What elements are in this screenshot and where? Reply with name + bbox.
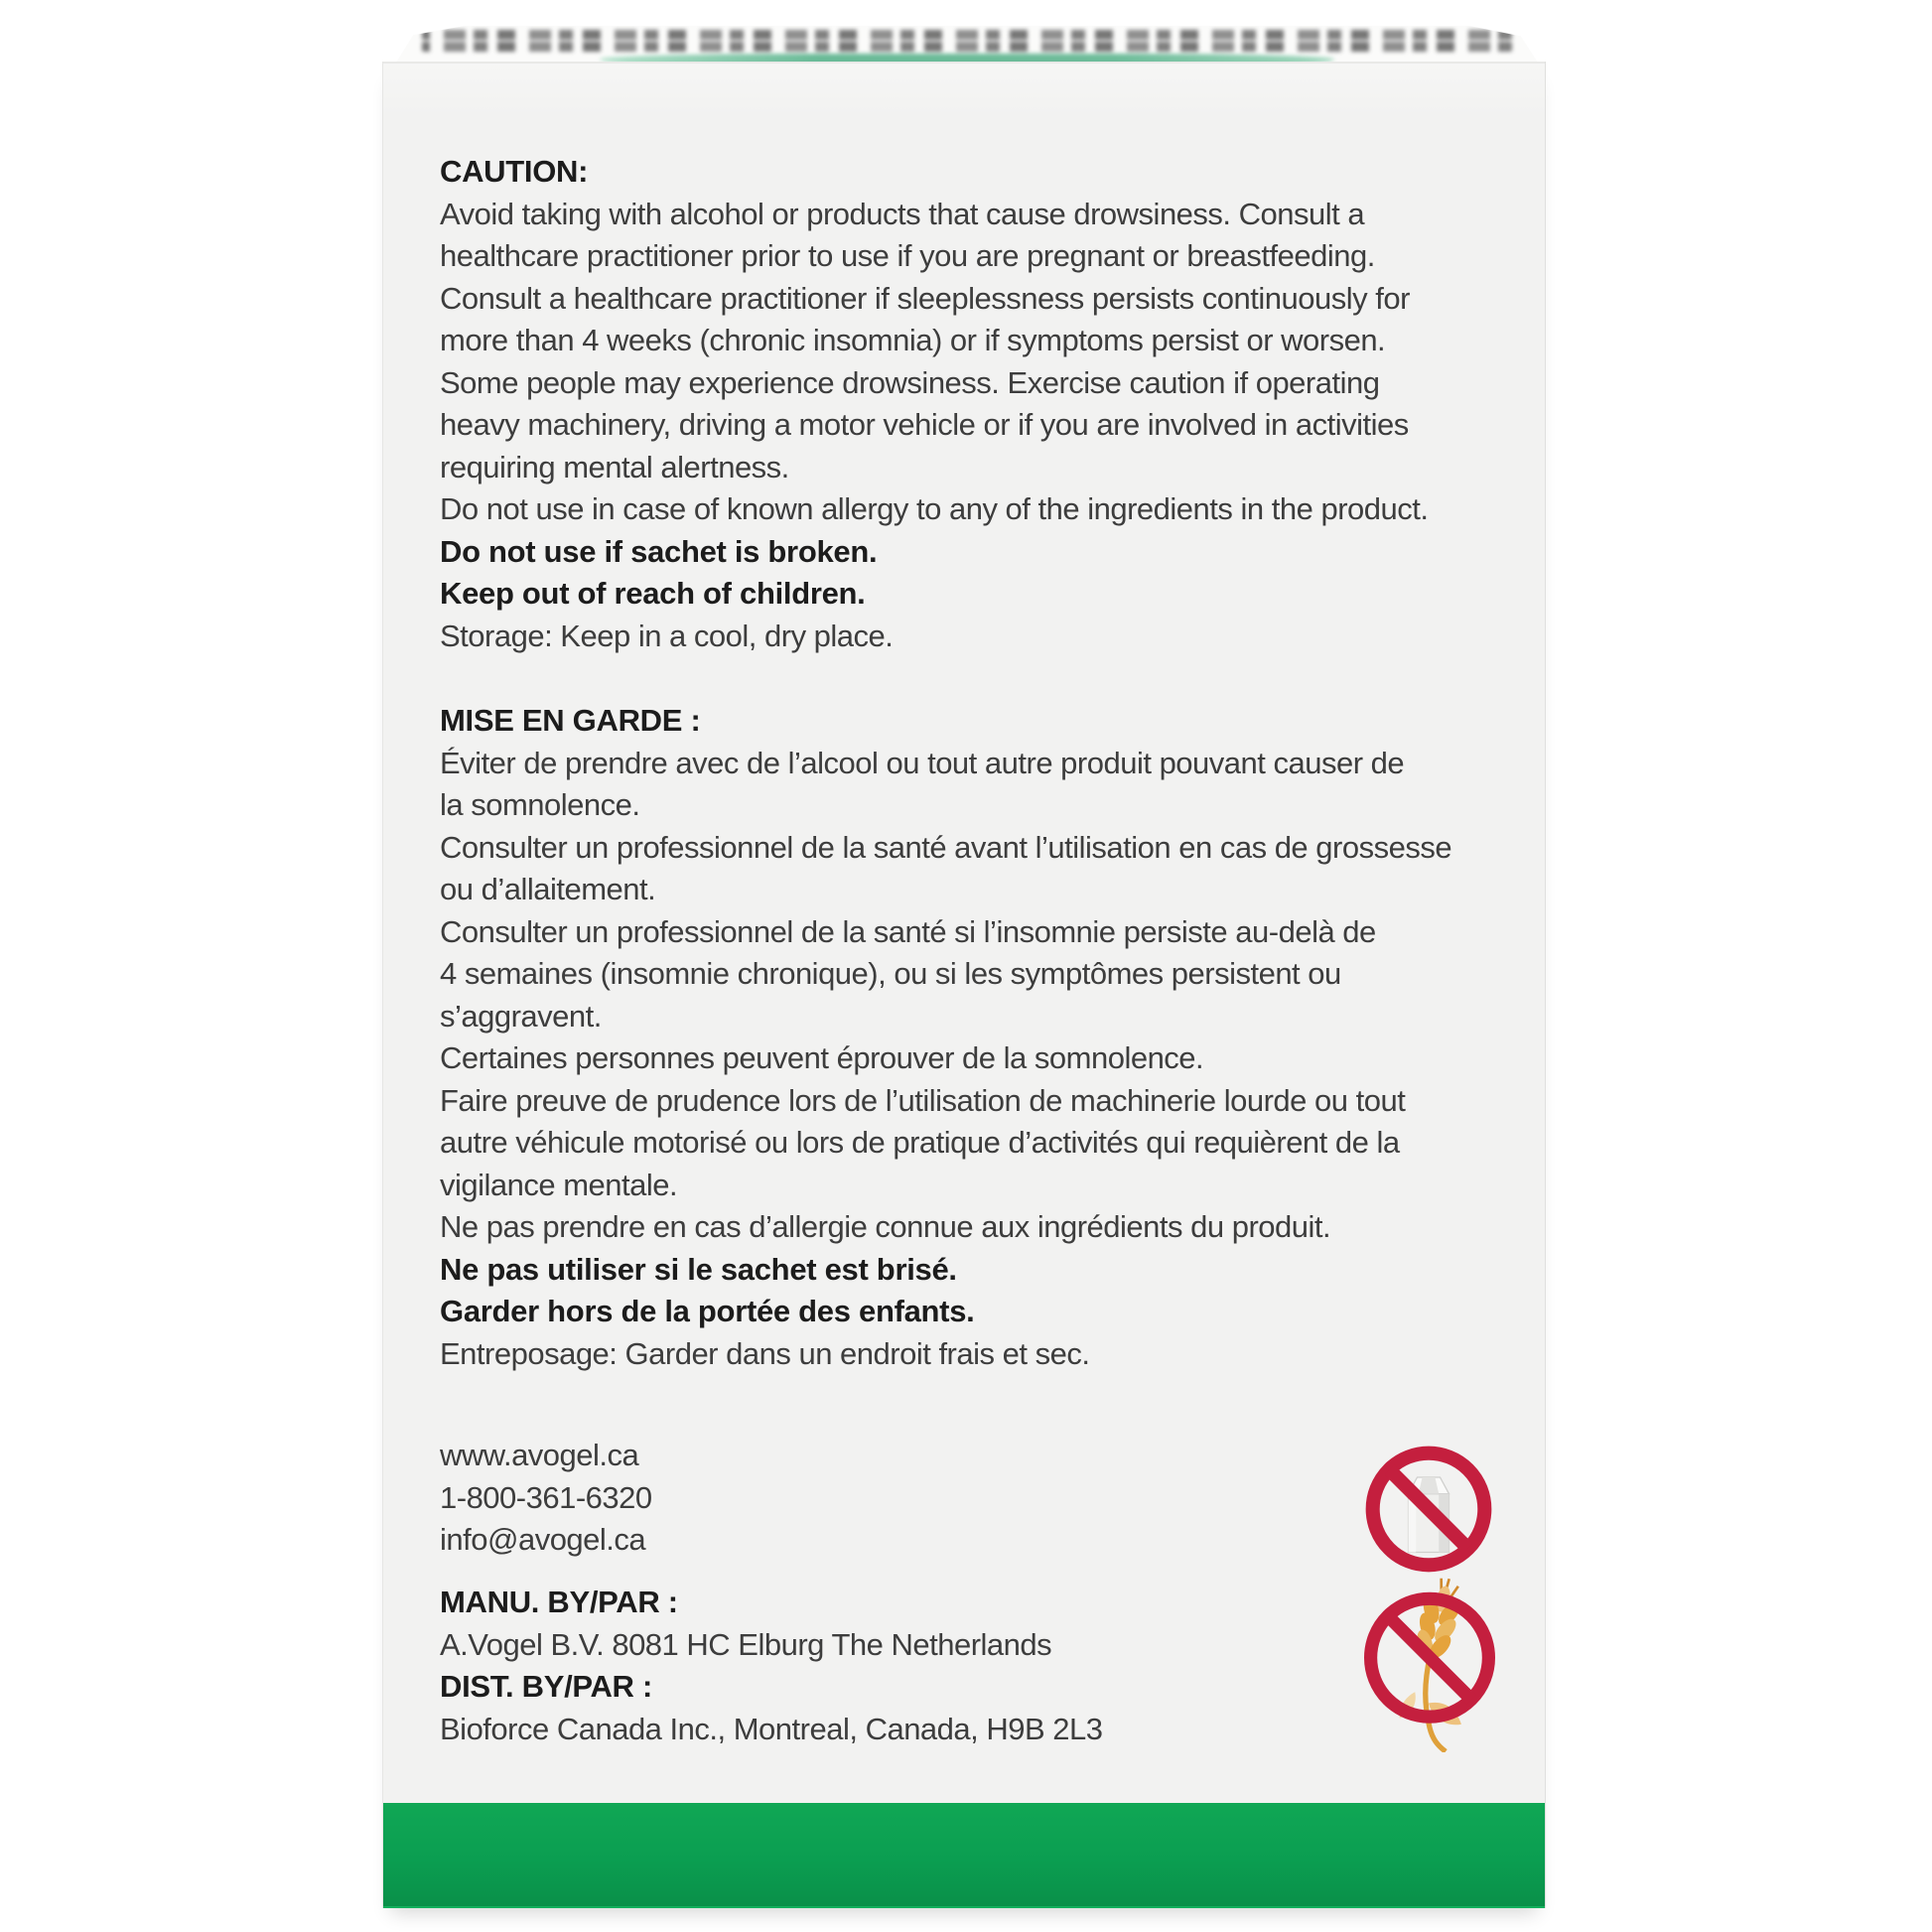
dist-by-value: Bioforce Canada Inc., Montreal, Canada, H9B 2L3 (440, 1711, 1103, 1746)
manu-by-label: MANU. BY/PAR : (440, 1585, 678, 1619)
website-url: www.avogel.ca (440, 1438, 639, 1472)
mise-en-garde-line: Ne pas prendre en cas d’allergie connue aux ingrédients du produit. (440, 1209, 1331, 1244)
manufacturer-info (440, 1582, 1103, 1750)
mise-en-garde-line: ou d’allaitement. (440, 872, 656, 906)
mise-en-garde-line: 4 semaines (insomnie chronique), ou si les symptômes persistent ou (440, 956, 1341, 991)
box-back-panel (382, 62, 1546, 1908)
flap-blurred-text-row (422, 42, 1512, 52)
caution-section-french (440, 700, 1451, 1375)
caution-line: Avoid taking with alcohol or products that cause drowsiness. Consult a (440, 196, 1365, 231)
caution-heading: CAUTION: (440, 154, 589, 189)
caution-line: healthcare practitioner prior to use if you are pregnant or breastfeeding. (440, 238, 1375, 273)
manu-by-value: A.Vogel B.V. 8081 HC Elburg The Netherlands (440, 1626, 1052, 1662)
flap-blurred-text-row (422, 30, 1512, 40)
mise-en-garde-line: autre véhicule motorisé ou lors de pratique d’activités qui requièrent de la (440, 1125, 1400, 1160)
contact-info (440, 1435, 652, 1562)
email-address: info@avogel.ca (440, 1522, 646, 1557)
phone-number: 1-800-361-6320 (440, 1479, 652, 1515)
mise-en-garde-line: Faire preuve de prudence lors de l’utilisation de machinerie lourde ou tout (440, 1082, 1406, 1118)
caution-line: heavy machinery, driving a motor vehicle or if you are involved in activities (440, 407, 1409, 442)
flap-upside-down-print (396, 28, 1538, 63)
caution-line-bold: Do not use if sachet is broken. (440, 533, 878, 569)
caution-line: requiring mental alertness. (440, 449, 789, 484)
mise-en-garde-line-bold: Garder hors de la portée des enfants. (440, 1294, 975, 1328)
caution-line: Some people may experience drowsiness. Exercise caution if operating (440, 364, 1380, 400)
mise-en-garde-line-bold: Ne pas utiliser si le sachet est brisé. (440, 1251, 957, 1287)
caution-line: Do not use in case of known allergy to any of the ingredients in the product. (440, 491, 1429, 526)
caution-line: Storage: Keep in a cool, dry place. (440, 618, 894, 653)
caution-line: more than 4 weeks (chronic insomnia) or if symptoms persist or worsen. (440, 323, 1386, 357)
mise-en-garde-line: la somnolence. (440, 787, 640, 822)
mise-en-garde-line: vigilance mentale. (440, 1167, 678, 1202)
mise-en-garde-heading: MISE EN GARDE : (440, 703, 701, 738)
dairy-free-icon (1365, 1446, 1492, 1573)
brand-green-band (383, 1803, 1545, 1908)
mise-en-garde-line: Consulter un professionnel de la santé avant l’utilisation en cas de grossesse (440, 829, 1452, 865)
mise-en-garde-line: Entreposage: Garder dans un endroit frais et sec. (440, 1335, 1090, 1371)
mise-en-garde-line: Consulter un professionnel de la santé si l’insomnie persiste au-delà de (440, 913, 1376, 949)
mise-en-garde-line: Éviter de prendre avec de l’alcool ou tout autre produit pouvant causer de (440, 745, 1405, 780)
caution-section-english (440, 151, 1428, 657)
box-top-flap (396, 26, 1538, 63)
gluten-free-icon (1364, 1574, 1495, 1752)
dist-by-label: DIST. BY/PAR : (440, 1669, 652, 1704)
mise-en-garde-line: s’aggravent. (440, 998, 602, 1034)
mise-en-garde-line: Certaines personnes peuvent éprouver de la somnolence. (440, 1040, 1204, 1075)
caution-line: Consult a healthcare practitioner if sleeplessness persists continuously for (440, 280, 1410, 316)
caution-line-bold: Keep out of reach of children. (440, 576, 866, 611)
